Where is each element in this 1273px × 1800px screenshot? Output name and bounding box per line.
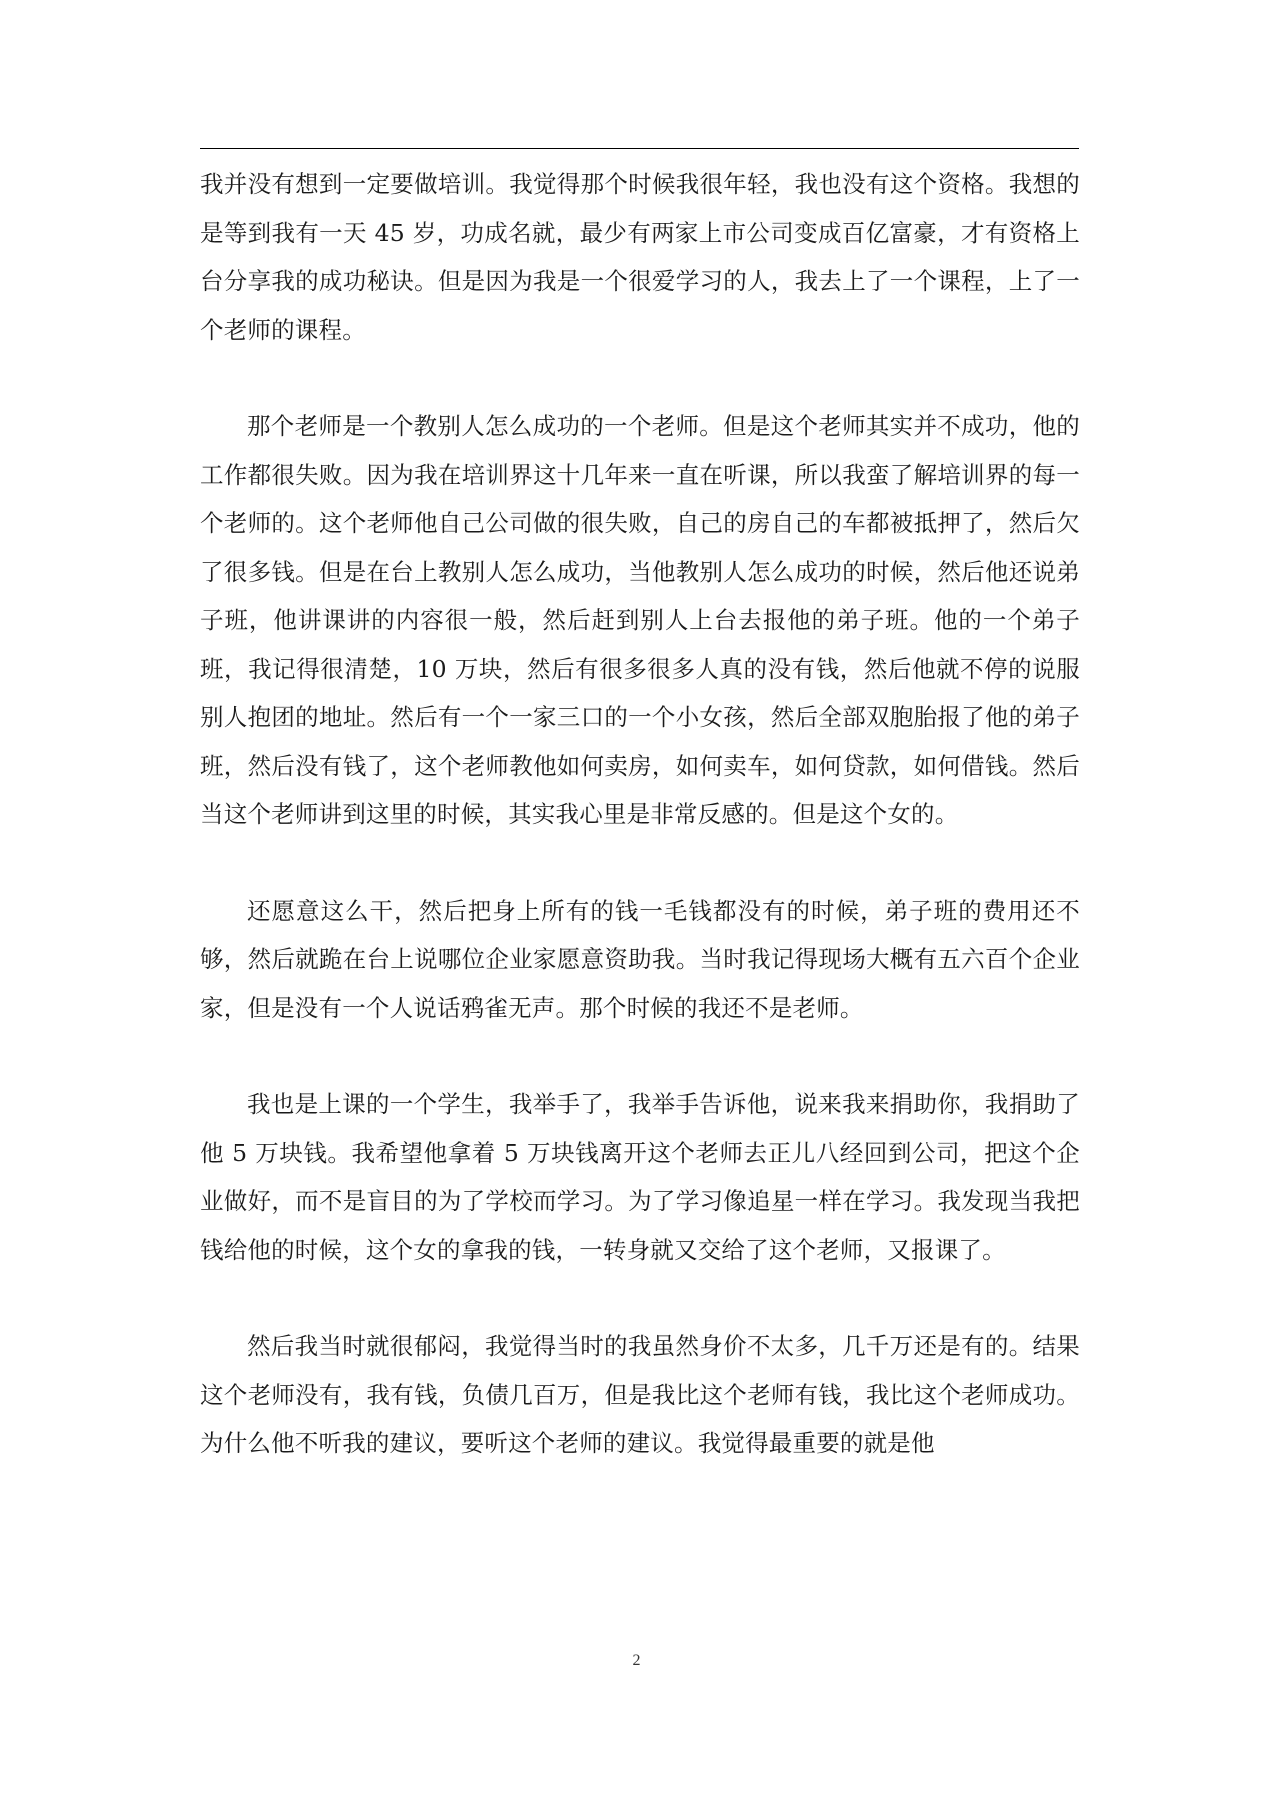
- paragraph-4: 我也是上课的一个学生，我举手了，我举手告诉他，说来我来捐助你，我捐助了他 5 万块钱。我希望他拿着 5 万块钱离开这个老师去正儿八经回到公司，把这个企业做好，而不是盲目的为了学校而学习。为了学习像追星一样在学习。我发现当我把钱给他的时候，这个女的拿我的钱，一转身就又交给了这个老师，又报课了。: [200, 1090, 1080, 1264]
- page-body: [200, 160, 1080, 1468]
- paragraph-1: 我并没有想到一定要做培训。我觉得那个时候我很年轻，我也没有这个资格。我想的是等到我有一天 45 岁，功成名就，最少有两家上市公司变成百亿富豪，才有资格上台分享我的成功秘诀。但是因为我是一个很爱学习的人，我去上了一个课程，上了一个老师的课程。: [200, 170, 1080, 344]
- paragraph-2: 那个老师是一个教别人怎么成功的一个老师。但是这个老师其实并不成功，他的工作都很失败。因为我在培训界这十几年来一直在听课，所以我蛮了解培训界的每一个老师的。这个老师他自己公司做的很失败，自己的房自己的车都被抵押了，然后欠了很多钱。但是在台上教别人怎么成功，当他教别人怎么成功的时候，然后他还说弟子班，他讲课讲的内容很一般，然后赶到别人上台去报他的弟子班。他的一个弟子班，我记得很清楚，10 万块，然后有很多很多人真的没有钱，然后他就不停的说服别人抱团的地址。然后有一个一家三口的一个小女孩，然后全部双胞胎报了他的弟子班，然后没有钱了，这个老师教他如何卖房，如何卖车，如何贷款，如何借钱。然后当这个老师讲到这里的时候，其实我心里是非常反感的。但是这个女的。: [200, 412, 1080, 828]
- paragraph-3: 还愿意这么干，然后把身上所有的钱一毛钱都没有的时候，弟子班的费用还不够，然后就跪在台上说哪位企业家愿意资助我。当时我记得现场大概有五六百个企业家，但是没有一个人说话鸦雀无声。那个时候的我还不是老师。: [200, 896, 1080, 1022]
- paragraph-5: 然后我当时就很郁闷，我觉得当时的我虽然身价不太多，几千万还是有的。结果这个老师没有，我有钱，负债几百万，但是我比这个老师有钱，我比这个老师成功。为什么他不听我的建议，要听这个老师的建议。我觉得最重要的就是他: [200, 1332, 1080, 1457]
- header-rule: [200, 148, 1079, 149]
- page-number: 2: [632, 1652, 641, 1669]
